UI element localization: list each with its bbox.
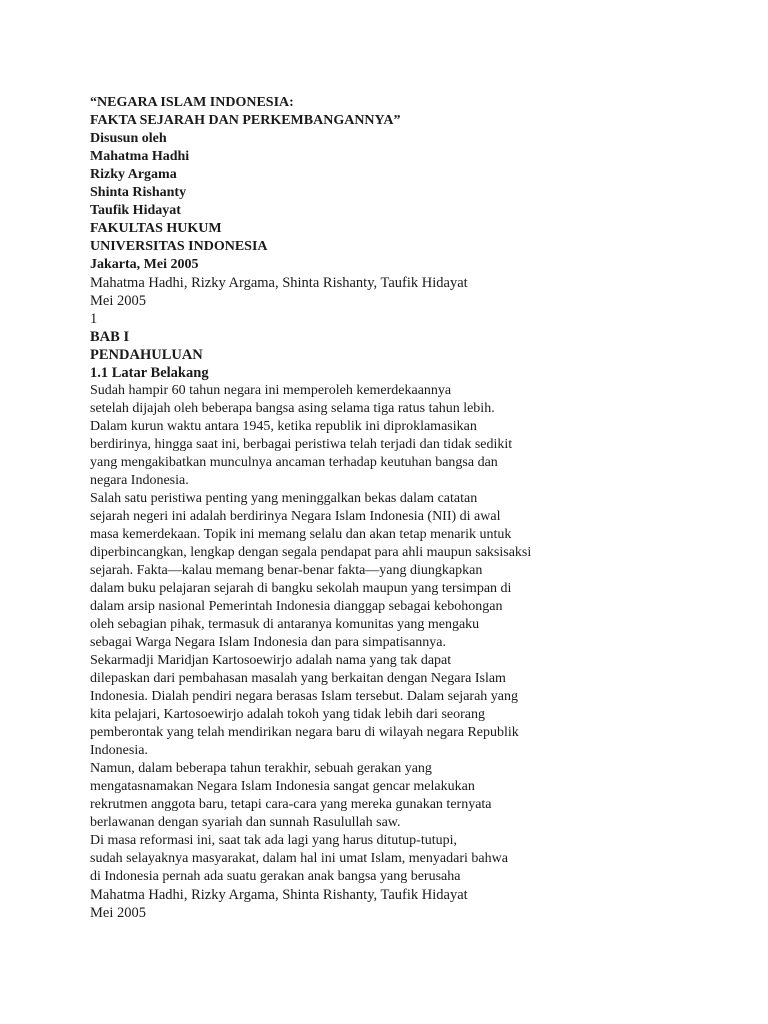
text-line: Sudah hampir 60 tahun negara ini memperoleh kemerdekaannya — [90, 383, 452, 398]
footer-date: Mei 2005 — [90, 293, 146, 309]
place-date: Jakarta, Mei 2005 — [90, 257, 199, 272]
text-line: dilepaskan dari pembahasan masalah yang berkaitan dengan Negara Islam — [90, 671, 506, 686]
paragraph-5 — [90, 832, 750, 886]
page-footer-1 — [90, 274, 750, 328]
text-line: rekrutmen anggota baru, tetapi cara-cara yang mereka gunakan ternyata — [90, 797, 492, 812]
author-name: Shinta Rishanty — [90, 185, 187, 200]
text-line: sejarah. Fakta—kalau memang benar-benar fakta—yang diungkapkan — [90, 563, 483, 578]
paragraph-2 — [90, 490, 750, 652]
text-line: sejarah negeri ini adalah berdirinya Negara Islam Indonesia (NII) di awal — [90, 509, 501, 524]
text-line: Namun, dalam beberapa tahun terakhir, sebuah gerakan yang — [90, 761, 432, 776]
text-line: Indonesia. — [90, 743, 148, 758]
text-line: Sekarmadji Maridjan Kartosoewirjo adalah nama yang tak dapat — [90, 653, 452, 668]
chapter-title: PENDAHULUAN — [90, 347, 203, 363]
compiled-by-label: Disusun oleh — [90, 131, 167, 146]
author-name: Taufik Hidayat — [90, 203, 181, 218]
text-line: sudah selayaknya masyarakat, dalam hal ini umat Islam, menyadari bahwa — [90, 851, 508, 866]
text-line: di Indonesia pernah ada suatu gerakan anak bangsa yang berusaha — [90, 869, 461, 884]
text-line: Indonesia. Dialah pendiri negara berasas Islam tersebut. Dalam sejarah yang — [90, 689, 518, 704]
text-line: berdirinya, hingga saat ini, berbagai peristiwa telah terjadi dan tidak sedikit — [90, 437, 513, 452]
chapter-number: BAB I — [90, 329, 130, 345]
footer-date: Mei 2005 — [90, 905, 146, 921]
page-footer-2 — [90, 886, 750, 922]
text-line: kita pelajari, Kartosoewirjo adalah tokoh yang tidak lebih dari seorang — [90, 707, 485, 722]
footer-authors: Mahatma Hadhi, Rizky Argama, Shinta Rishanty, Taufik Hidayat — [90, 887, 468, 903]
text-line: diperbincangkan, lengkap dengan segala pendapat para ahli maupun saksisaksi — [90, 545, 532, 560]
text-line: pemberontak yang telah mendirikan negara baru di wilayah negara Republik — [90, 725, 519, 740]
text-line: Dalam kurun waktu antara 1945, ketika republik ini diproklamasikan — [90, 419, 477, 434]
page-number: 1 — [90, 311, 98, 327]
paragraph-4 — [90, 760, 750, 832]
faculty-name: FAKULTAS HUKUM — [90, 221, 222, 236]
text-line: dalam buku pelajaran sejarah di bangku sekolah maupun yang tersimpan di — [90, 581, 512, 596]
text-line: setelah dijajah oleh beberapa bangsa asing selama tiga ratus tahun lebih. — [90, 401, 495, 416]
footer-authors: Mahatma Hadhi, Rizky Argama, Shinta Rishanty, Taufik Hidayat — [90, 275, 468, 291]
paragraph-1 — [90, 382, 750, 490]
text-line: negara Indonesia. — [90, 473, 189, 488]
author-name: Rizky Argama — [90, 167, 177, 182]
text-line: Salah satu peristiwa penting yang meninggalkan bekas dalam catatan — [90, 491, 478, 506]
body-text — [90, 382, 750, 886]
author-name: Mahatma Hadhi — [90, 149, 190, 164]
text-line: berlawanan dengan syariah dan sunnah Rasulullah saw. — [90, 815, 401, 830]
text-line: dalam arsip nasional Pemerintah Indonesia dianggap sebagai kebohongan — [90, 599, 503, 614]
text-line: sebagai Warga Negara Islam Indonesia dan para simpatisannya. — [90, 635, 447, 650]
university-name: UNIVERSITAS INDONESIA — [90, 239, 268, 254]
title-block — [90, 94, 750, 274]
title-line-2: FAKTA SEJARAH DAN PERKEMBANGANNYA” — [90, 113, 401, 128]
chapter-heading — [90, 328, 750, 382]
title-line-1: “NEGARA ISLAM INDONESIA: — [90, 95, 294, 110]
text-line: mengatasnamakan Negara Islam Indonesia sangat gencar melakukan — [90, 779, 475, 794]
text-line: masa kemerdekaan. Topik ini memang selalu dan akan tetap menarik untuk — [90, 527, 512, 542]
text-line: Di masa reformasi ini, saat tak ada lagi yang harus ditutup-tutupi, — [90, 833, 458, 848]
section-heading: 1.1 Latar Belakang — [90, 365, 209, 381]
paragraph-3 — [90, 652, 750, 760]
text-line: oleh sebagian pihak, termasuk di antaranya komunitas yang mengaku — [90, 617, 480, 632]
text-line: yang mengakibatkan munculnya ancaman terhadap keutuhan bangsa dan — [90, 455, 498, 470]
document-page — [90, 94, 750, 922]
